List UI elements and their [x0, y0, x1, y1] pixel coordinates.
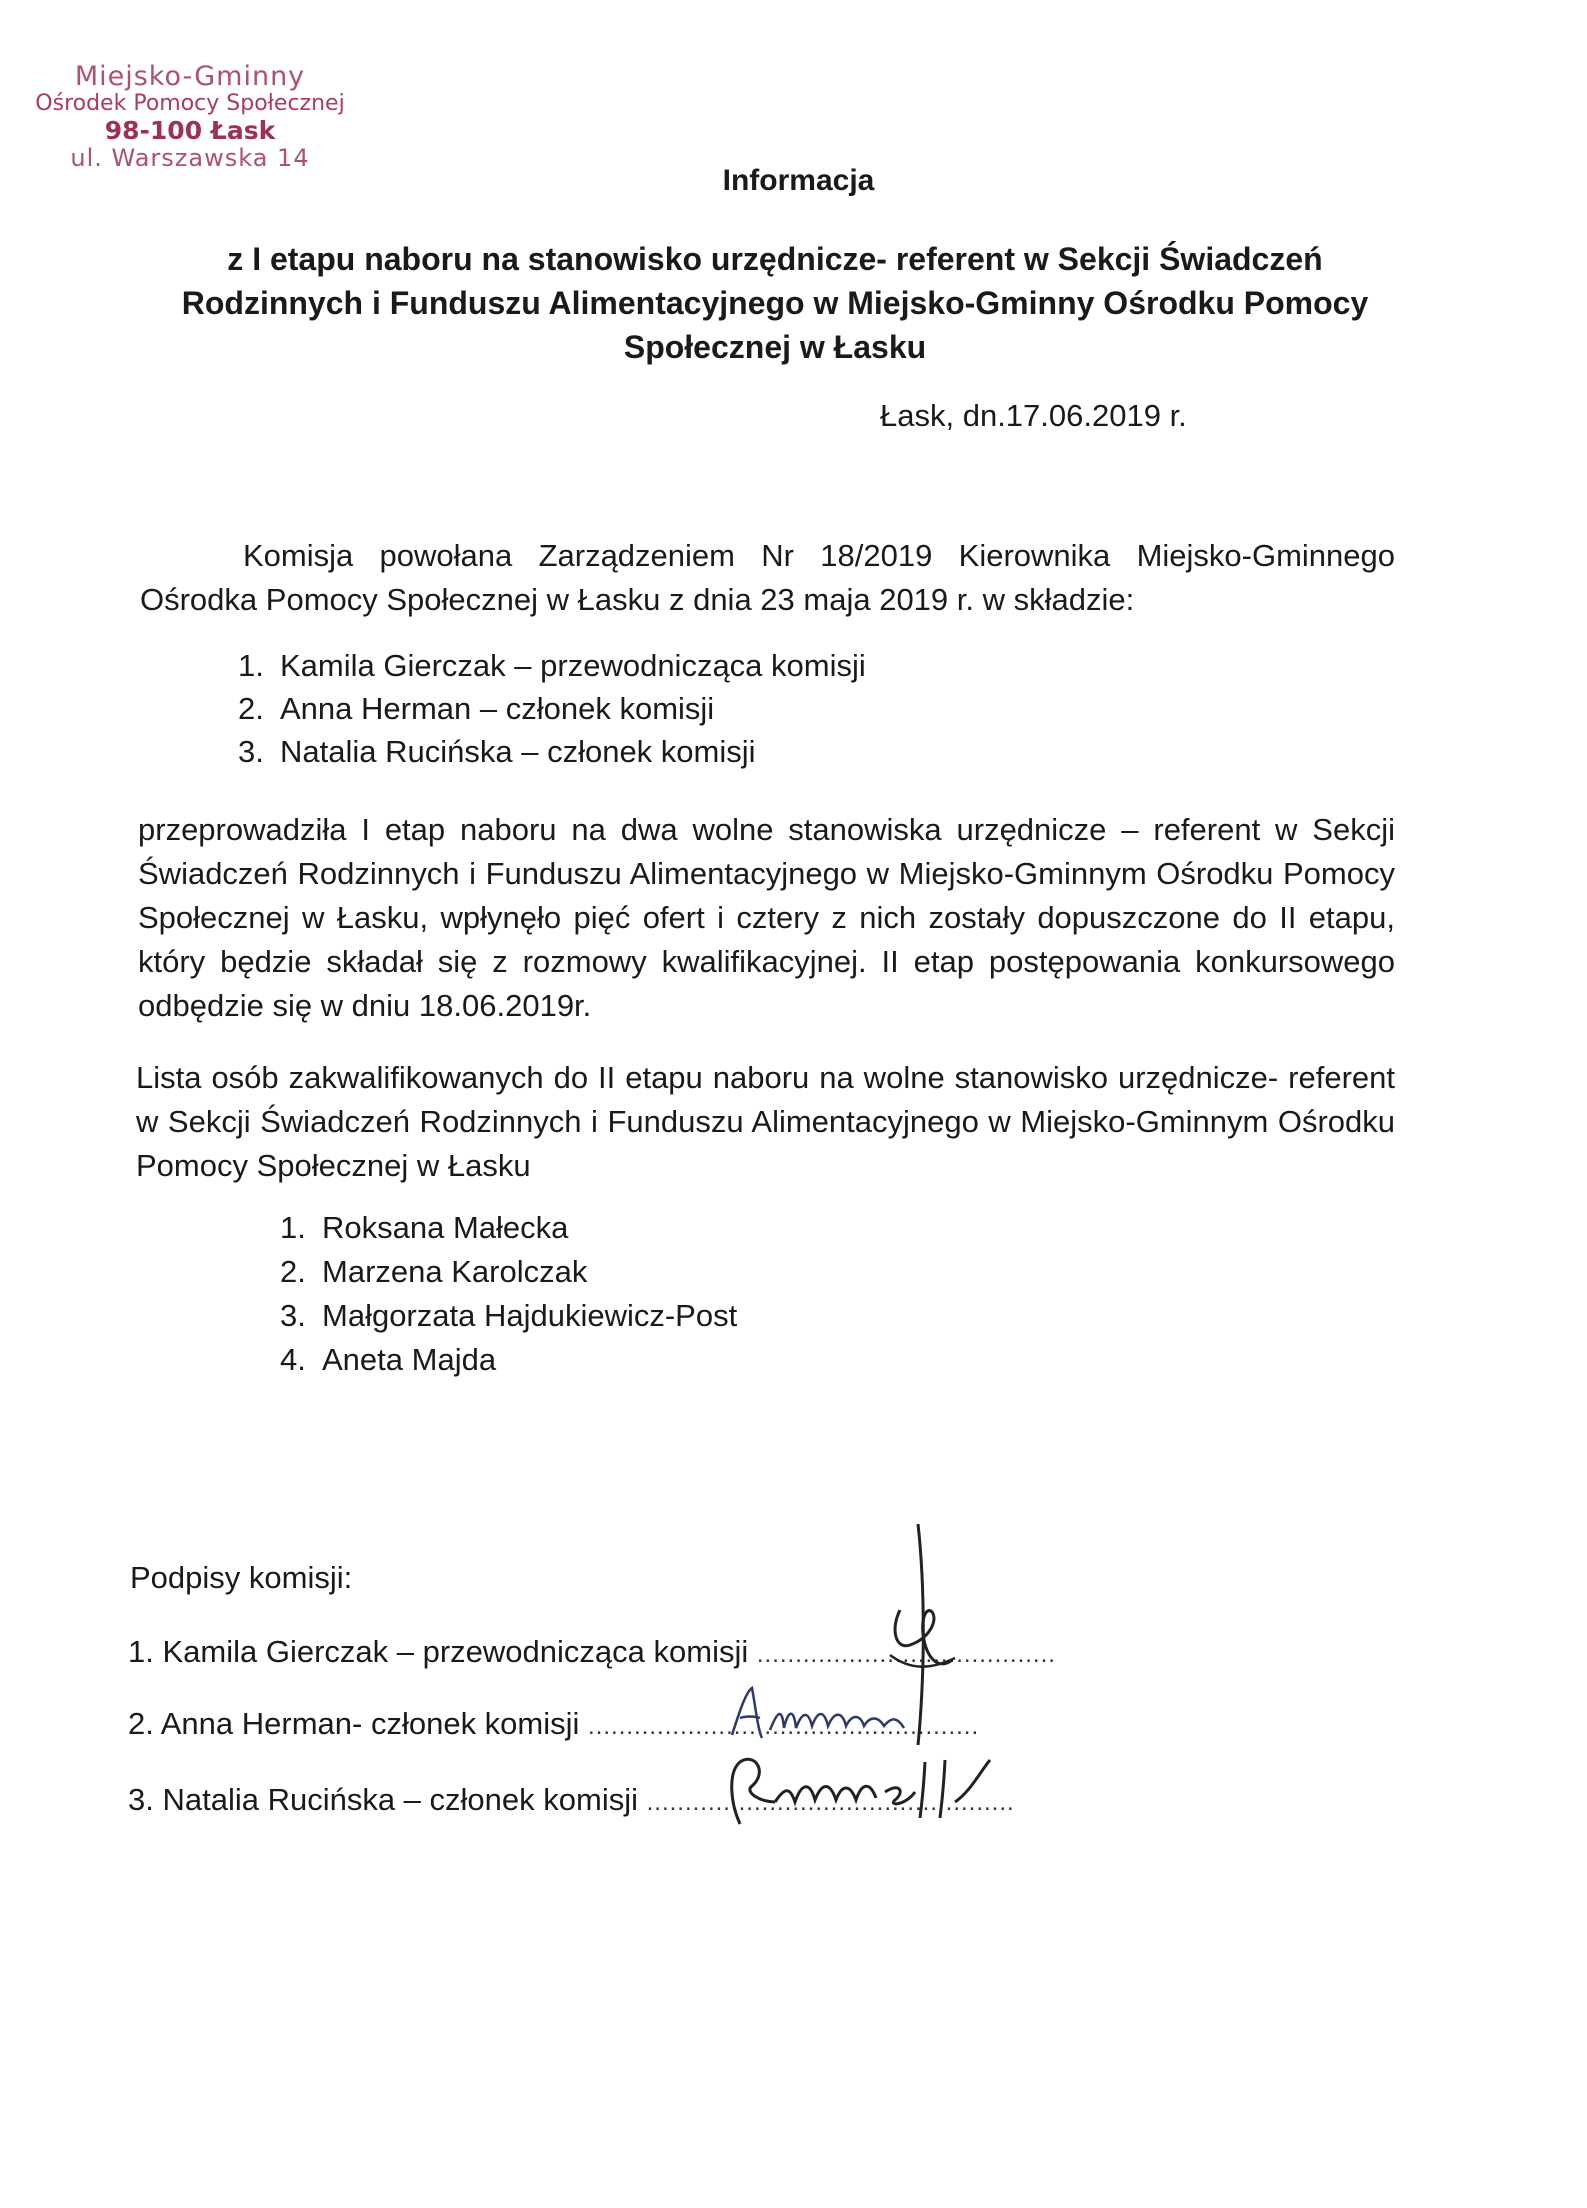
list-item: 1. Kamila Gierczak – przewodnicząca komisji [238, 648, 866, 683]
signature-line: 3. Natalia Rucińska – członek komisji ................................................ [128, 1782, 1015, 1817]
list-item: 1. Roksana Małecka [280, 1210, 569, 1245]
list-item: 3. Małgorzata Hajdukiewicz-Post [280, 1298, 738, 1333]
stamp-line-3: 98-100 Łask [104, 115, 276, 145]
signature-dots: ....................................... [756, 1641, 1056, 1668]
list-item: 2. Marzena Karolczak [280, 1254, 588, 1289]
intro-paragraph: Komisja powołana Zarządzeniem Nr 18/2019 Kierownika Miejsko-Gminnego Ośrodka Pomocy Społecznej w Łasku z dnia 23 maja 2019 r. w składzie: [140, 538, 1395, 617]
signature-dots: ................................................ [646, 1789, 1015, 1816]
signature-line: 1. Kamila Gierczak – przewodnicząca komisji ....................................... [128, 1634, 1056, 1669]
signature-2 [722, 1680, 952, 1750]
stamp-line-2: Ośrodek Pomocy Społecznej [35, 91, 345, 117]
signature-line: 2. Anna Herman- członek komisji ................................................... [128, 1706, 980, 1741]
signature-dots: ................................................... [588, 1713, 980, 1740]
list-item: 3. Natalia Rucińska – członek komisji [238, 734, 756, 769]
document-date: Łask, dn.17.06.2019 r. [880, 398, 1187, 433]
list-item: 2. Anna Herman – członek komisji [238, 691, 715, 726]
stamp-line-1: Miejsko-Gminny [74, 61, 306, 92]
qualified-intro-paragraph: Lista osób zakwalifikowanych do II etapu naboru na wolne stanowisko urzędnicze- referent w Sekcji Świadczeń Rodzinnych i Funduszu Alimentacyjnego w Miejsko-Gminnym Ośrodku Pomocy Społecznej w Łasku [136, 1060, 1395, 1183]
document-subtitle: z I etapu naboru na stanowisko urzędnicze- referent w Sekcji Świadczeń Rodzinnych i Funduszu Alimentacyjnego w Miejsko-Gminny Ośrodku Pomocy Społecznej w Łasku [181, 241, 1369, 365]
document-title: Informacja [722, 164, 875, 197]
office-stamp [20, 62, 360, 172]
body-paragraph: przeprowadziła I etap naboru na dwa wolne stanowiska urzędnicze – referent w Sekcji Świadczeń Rodzinnych i Funduszu Alimentacyjnego w Miejsko-Gminnym Ośrodku Pomocy Społecznej w Łasku, wpłynęło pięć ofert i cztery z nich zostały dopuszczone do II etapu, który będzie składał się z rozmowy kwalifikacyjnej. II etap postępowania konkursowego odbędzie się w dniu 18.06.2019r. [138, 812, 1395, 1023]
list-item: 4. Aneta Majda [280, 1342, 497, 1377]
signatures-heading: Podpisy komisji: [130, 1560, 353, 1595]
signature-3 [700, 1752, 1000, 1832]
stamp-line-4: ul. Warszawska 14 [70, 143, 310, 172]
